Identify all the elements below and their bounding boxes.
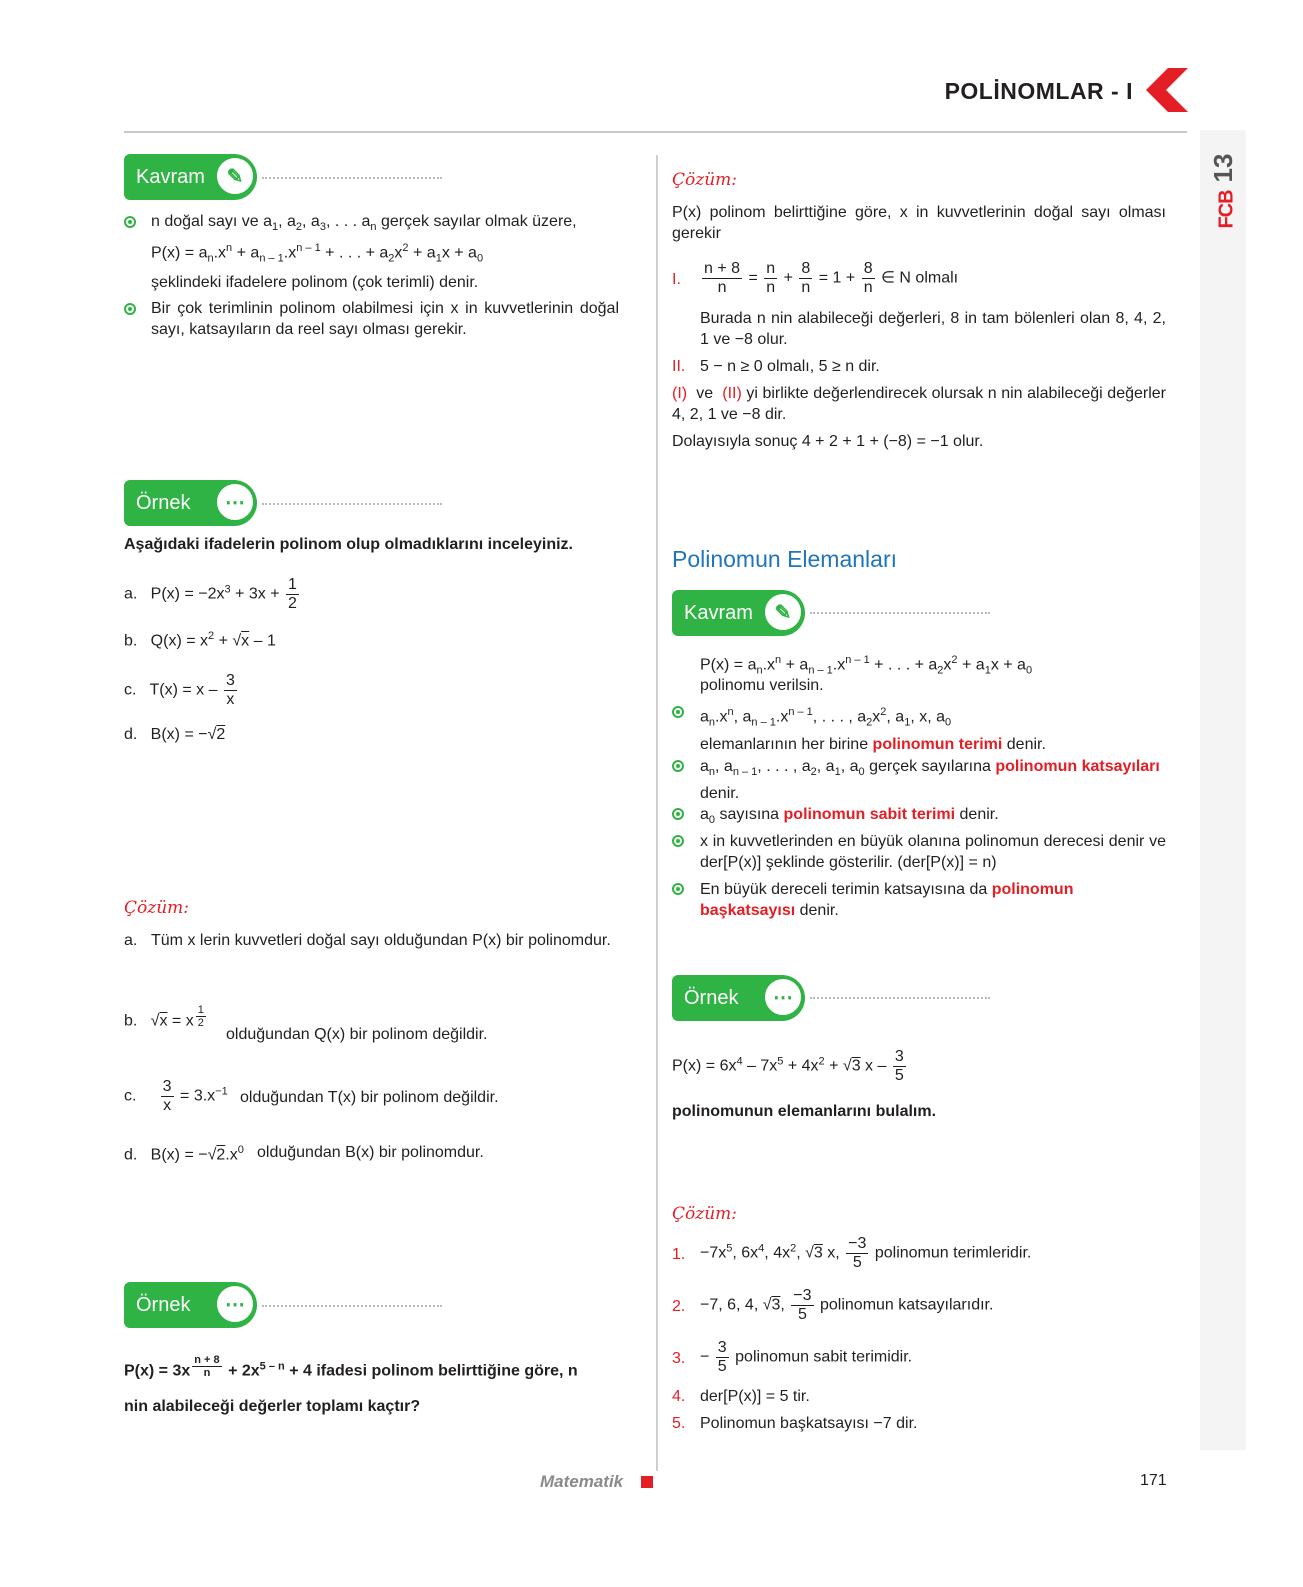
sol-d: olduğundan B(x) bir polinomdur. (257, 1144, 484, 1161)
sol-a-letter: a. (124, 932, 138, 949)
num-4: 4. (672, 1388, 686, 1405)
dotted-line (262, 177, 442, 179)
footer-subject: Matematik (540, 1472, 624, 1491)
sol-b: olduğundan Q(x) bir polinom değildir. (226, 1026, 488, 1043)
bullet-icon (672, 706, 684, 718)
item-d: d. B(x) = −√2 (124, 726, 226, 743)
k2-formula: $P(x) = a_n.x^n + a_{n - 1}.x^{n - 1}$ + . . . + $a_2x^2 + a_1x + a_0$ (700, 654, 1033, 677)
column-divider (656, 155, 658, 1471)
kavram-text: n doğal sayı ve $a_1$, $a_2$, $a_3$, . . . $a_n$ gerçek sayılar olmak üzere, $P(x) = a_n.x^n + a_{n - 1}.x^{n - 1}$ + . . . + $a_2x^2 + a_1x + a_0$ (151, 213, 577, 265)
sol-d-formula: d. $B(x) = -√2.x^0$ (124, 1144, 244, 1164)
kavram-text-end: şeklindeki ifadelere polinom (çok terimli) denir. (151, 274, 479, 291)
page-title: POLİNOMLAR - I (944, 78, 1133, 104)
item-a: a. $P(x) = -2x^3 + 3x$ + $\frac{1}{2}$ (124, 576, 297, 612)
bullet-icon (672, 883, 684, 895)
sol3-3: − $\frac{3}{5}$ polinomun sabit terimidir. (700, 1339, 913, 1375)
publisher-logo: FCB (1215, 190, 1238, 229)
sol-b-formula: b. √x = x $^{\frac{1}{2}}$ (124, 1004, 204, 1030)
speech-bubbles-icon: ⋯ (215, 482, 255, 522)
side-tab (1200, 130, 1246, 1450)
k2-bullet-5: En büyük dereceli terimin katsayısına da polinomun başkatsayısı denir. (700, 881, 1074, 919)
roman-I: I. (672, 271, 681, 288)
kavram-bullet-2: Bir çok terimlinin polinom olabilmesi için x in kuvvetlerinin doğal sayı, katsayıların da reel sayı olması gerekir. (151, 300, 619, 338)
wrench-gear-icon: ✎ (763, 592, 803, 632)
bullet-icon (672, 835, 684, 847)
num-5: 5. (672, 1415, 686, 1432)
sol3-4: der[P(x)] = 5 tir. (700, 1388, 810, 1405)
sol1-I-formula: $\frac{n + 8}{n}$ = $\frac{n}{n}$ + $\frac{8}{n}$ = 1 + $\frac{8}{n}$ ∈ N olmalı (704, 260, 959, 296)
sol-a: Tüm x lerin kuvvetleri doğal sayı olduğundan P(x) bir polinomdur. (151, 932, 611, 949)
cozum-label: Çözüm: (672, 1204, 737, 1224)
num-1: 1. (672, 1246, 686, 1263)
item-b: b. $Q(x) = x^2 + √x - 1$ (124, 630, 276, 650)
ornek-label: Örnek ⋯ (672, 975, 805, 1021)
footer-square-icon (641, 1476, 653, 1488)
roman-II: II. (672, 358, 686, 375)
ornek-label: Örnek ⋯ (124, 1282, 257, 1328)
speech-bubbles-icon: ⋯ (763, 977, 803, 1017)
k2-bullet-2: $a_n$, $a_{n - 1}$, . . . , $a_2$, $a_1$, $a_0$ gerçek sayılarına polinomun katsayıları denir. (700, 758, 1160, 803)
wrench-gear-icon: ✎ (215, 156, 255, 196)
k2-bullet-1: $a_n.x^n$, $a_{n - 1}.x^{n - 1}$, . . . , $a_2x^2$, $a_1$, x, $a_0$ elemanlarının her birine polinomun terimi denir. (700, 706, 1046, 753)
sol1-combine: (I) ve (II) yi birlikte değerlendirecek olursak n nin alabileceği değerler 4, 2, 1 ve −8 dir. (672, 385, 1166, 423)
bullet-icon (672, 760, 684, 772)
k2-bullet-3: $a_0$ sayısına polinomun sabit terimi denir. (700, 806, 999, 827)
sol-c: olduğundan T(x) bir polinom değildir. (240, 1089, 499, 1106)
sol3-1: $-7x^5$, $6x^4$, $4x^2$, √3 x, $\frac{-3}{5}$ polinomun terimleridir. (700, 1235, 1032, 1271)
dotted-line (262, 1305, 442, 1307)
ornek2-question-2: nin alabileceği değerler toplamı kaçtır? (124, 1398, 421, 1415)
speech-bubbles-icon: ⋯ (215, 1284, 255, 1324)
sol1-II: 5 − n ≥ 0 olmalı, 5 ≥ n dir. (700, 358, 880, 375)
kavram-label: Kavram ✎ (124, 154, 257, 200)
item-c: c. T(x) = x – $\frac{3}{x}$ (124, 672, 235, 708)
section-title: Polinomun Elemanları (672, 546, 898, 572)
bullet-icon (124, 216, 136, 228)
num-3: 3. (672, 1350, 686, 1367)
ornek-label: Örnek ⋯ (124, 480, 257, 526)
sol3-2: −7, 6, 4, √3, $\frac{-3}{5}$ polinomun katsayılarıdır. (700, 1287, 994, 1323)
ornek3-question: polinomunun elemanlarını bulalım. (672, 1103, 937, 1120)
header-divider (124, 131, 1187, 133)
sol-c-formula: c. $\frac{3}{x}$ = $3.x^{-1}$ (124, 1078, 228, 1114)
chapter-number: 13 (1208, 153, 1238, 183)
num-2: 2. (672, 1298, 686, 1315)
sol1-burada: Burada n nin alabileceği değerleri, 8 in tam bölenleri olan 8, 4, 2, 1 ve −8 olur. (700, 310, 1166, 348)
cozum-label: Çözüm: (672, 170, 737, 190)
k2-bullet-4: x in kuvvetlerinden en büyük olanına polinomun derecesi denir ve der[P(x)] şeklinde gösterilir. (der[P(x)] = n) (700, 833, 1166, 871)
sol1-result: Dolayısıyla sonuç 4 + 2 + 1 + (−8) = −1 olur. (672, 433, 984, 450)
ornek-question: Aşağıdaki ifadelerin polinom olup olmadıklarını inceleyiniz. (124, 536, 573, 553)
k2-given: polinomu verilsin. (700, 677, 824, 694)
cozum-label: Çözüm: (124, 898, 189, 918)
dotted-line (262, 503, 442, 505)
sol3-5: Polinomun başkatsayısı −7 dir. (700, 1415, 918, 1432)
bullet-icon (124, 303, 136, 315)
bullet-icon (672, 808, 684, 820)
dotted-line (810, 612, 990, 614)
chevron-left-icon (1146, 68, 1188, 112)
page-number: 171 (1140, 1472, 1167, 1489)
dotted-line (810, 997, 990, 999)
ornek2-question: P(x) = 3x $^{\frac{n + 8}{n}}$ + $2x^{5 - n} + 4$ ifadesi polinom belirttiğine göre, n (124, 1354, 578, 1380)
sol1-intro: P(x) polinom belirttiğine göre, x in kuvvetlerinin doğal sayı olması gerekir (672, 204, 1166, 242)
ornek3-formula: $P(x) = 6x^4 - 7x^5 + 4x^2 + √3$ x – $\frac{3}{5}$ (672, 1048, 904, 1084)
kavram-label: Kavram ✎ (672, 590, 805, 636)
